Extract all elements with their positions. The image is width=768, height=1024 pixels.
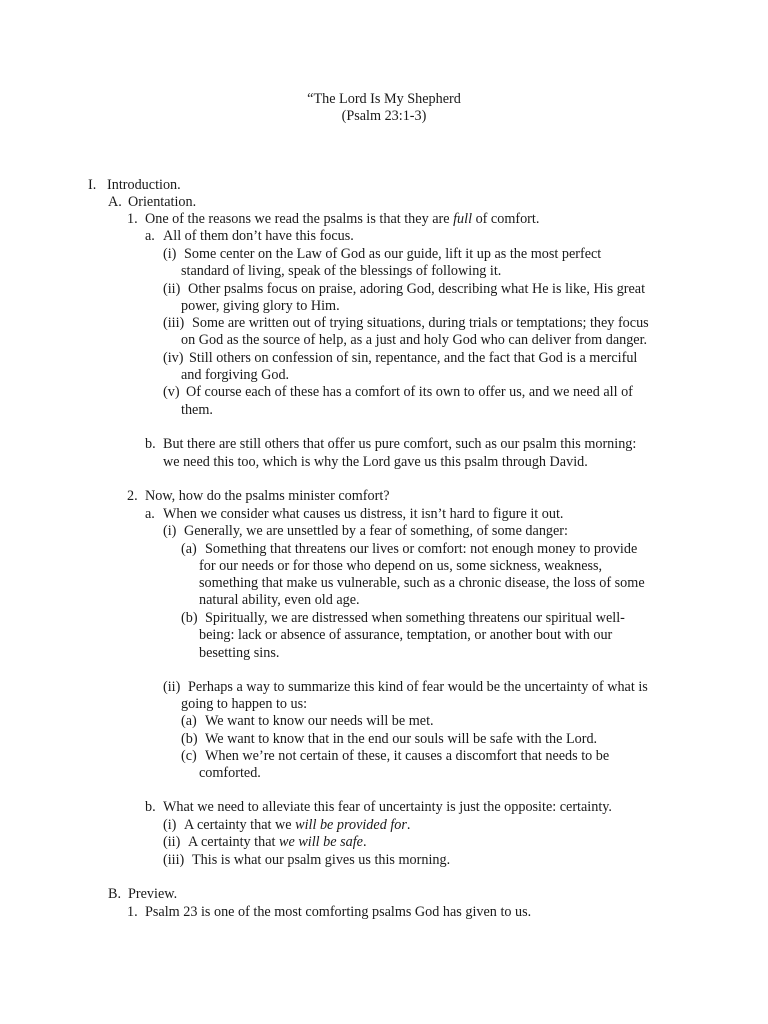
- outline-text: Psalm 23 is one of the most comforting psalms God has given to us.: [145, 904, 532, 920]
- outline-text: Some are written out of trying situations, during trials or temptations; they focus: [192, 315, 649, 331]
- outline-continuation: something that make us vulnerable, such as a chronic disease, the loss of some: [199, 575, 645, 591]
- outline-text: When we consider what causes us distress, it isn’t hard to figure it out.: [163, 506, 564, 522]
- outline-marker: (i): [163, 523, 177, 539]
- outline-text: What we need to alleviate this fear of uncertainty is just the opposite: certainty.: [163, 799, 612, 815]
- outline-marker: (a): [181, 713, 197, 729]
- outline-continuation: going to happen to us:: [181, 696, 308, 712]
- outline-continuation: besetting sins.: [199, 645, 280, 661]
- outline-text: We want to know our needs will be met.: [205, 713, 434, 729]
- outline-continuation: power, giving glory to Him.: [181, 298, 340, 314]
- outline-marker: (a): [181, 541, 197, 557]
- outline-marker: a.: [145, 506, 155, 522]
- outline-marker: 2.: [127, 488, 138, 504]
- outline-text: A certainty that we will be provided for.: [184, 817, 411, 833]
- outline-continuation: and forgiving God.: [181, 367, 290, 383]
- outline-marker: (iii): [163, 852, 185, 868]
- title-line-1: “The Lord Is My Shepherd: [307, 91, 461, 107]
- outline-text: Still others on confession of sin, repentance, and the fact that God is a merciful: [189, 350, 638, 366]
- outline-marker: (i): [163, 246, 177, 262]
- outline-marker: I.: [88, 177, 97, 193]
- outline-marker: (i): [163, 817, 177, 833]
- outline-continuation: natural ability, even old age.: [199, 592, 360, 608]
- outline-marker: (ii): [163, 281, 181, 297]
- outline-marker: B.: [108, 886, 122, 902]
- outline-marker: A.: [108, 194, 122, 210]
- outline-text: Now, how do the psalms minister comfort?: [145, 488, 390, 504]
- outline-marker: b.: [145, 436, 156, 452]
- outline-marker: (iv): [163, 350, 184, 366]
- outline-text: Spiritually, we are distressed when something threatens our spiritual well-: [205, 610, 625, 626]
- outline-text: Generally, we are unsettled by a fear of something, of some danger:: [184, 523, 568, 539]
- outline-marker: 1.: [127, 211, 138, 227]
- outline-marker: (b): [181, 731, 198, 747]
- outline-text: When we’re not certain of these, it causes a discomfort that needs to be: [205, 748, 610, 764]
- outline-marker: (b): [181, 610, 198, 626]
- outline-text: Something that threatens our lives or comfort: not enough money to provide: [205, 541, 638, 557]
- outline-text: Preview.: [128, 886, 178, 902]
- outline-continuation: comforted.: [199, 765, 261, 781]
- outline-marker: (ii): [163, 834, 181, 850]
- outline-text: Perhaps a way to summarize this kind of fear would be the uncertainty of what is: [188, 679, 648, 695]
- outline-text: Introduction.: [107, 177, 181, 193]
- outline-continuation: we need this too, which is why the Lord gave us this psalm through David.: [163, 454, 588, 470]
- outline-continuation: them.: [181, 402, 213, 418]
- outline-marker: b.: [145, 799, 156, 815]
- emphasis: full: [453, 211, 473, 227]
- outline-text: One of the reasons we read the psalms is that they are full of comfort.: [145, 211, 540, 227]
- document-title: [0, 91, 768, 126]
- outline-marker: a.: [145, 228, 155, 244]
- outline-marker: (c): [181, 748, 197, 764]
- outline-text: This is what our psalm gives us this morning.: [192, 852, 451, 868]
- emphasis: we will be safe: [279, 834, 363, 850]
- outline-text: Of course each of these has a comfort of its own to offer us, and we need all of: [186, 384, 633, 400]
- title-line-2: (Psalm 23:1-3): [341, 108, 427, 125]
- outline-marker: 1.: [127, 904, 138, 920]
- outline-marker: (v): [163, 384, 180, 400]
- outline-text: Orientation.: [128, 194, 197, 210]
- outline-marker: (iii): [163, 315, 185, 331]
- outline-text: We want to know that in the end our souls will be safe with the Lord.: [205, 731, 598, 747]
- outline-text: A certainty that we will be safe.: [188, 834, 367, 850]
- outline-continuation: on God as the source of help, as a just and holy God who can deliver from danger.: [181, 332, 648, 348]
- outline-marker: (ii): [163, 679, 181, 695]
- outline-text: But there are still others that offer us pure comfort, such as our psalm this morning:: [163, 436, 637, 452]
- outline-text: Other psalms focus on praise, adoring God, describing what He is like, His great: [188, 281, 646, 297]
- outline-text: All of them don’t have this focus.: [163, 228, 354, 244]
- emphasis: will be provided for: [295, 817, 407, 833]
- outline-continuation: being: lack or absence of assurance, temptation, or another bout with our: [199, 627, 613, 643]
- outline-continuation: standard of living, speak of the blessings of following it.: [181, 263, 502, 279]
- outline-text: Some center on the Law of God as our guide, lift it up as the most perfect: [184, 246, 602, 262]
- outline-continuation: for our needs or for those who depend on us, some sickness, weakness,: [199, 558, 603, 574]
